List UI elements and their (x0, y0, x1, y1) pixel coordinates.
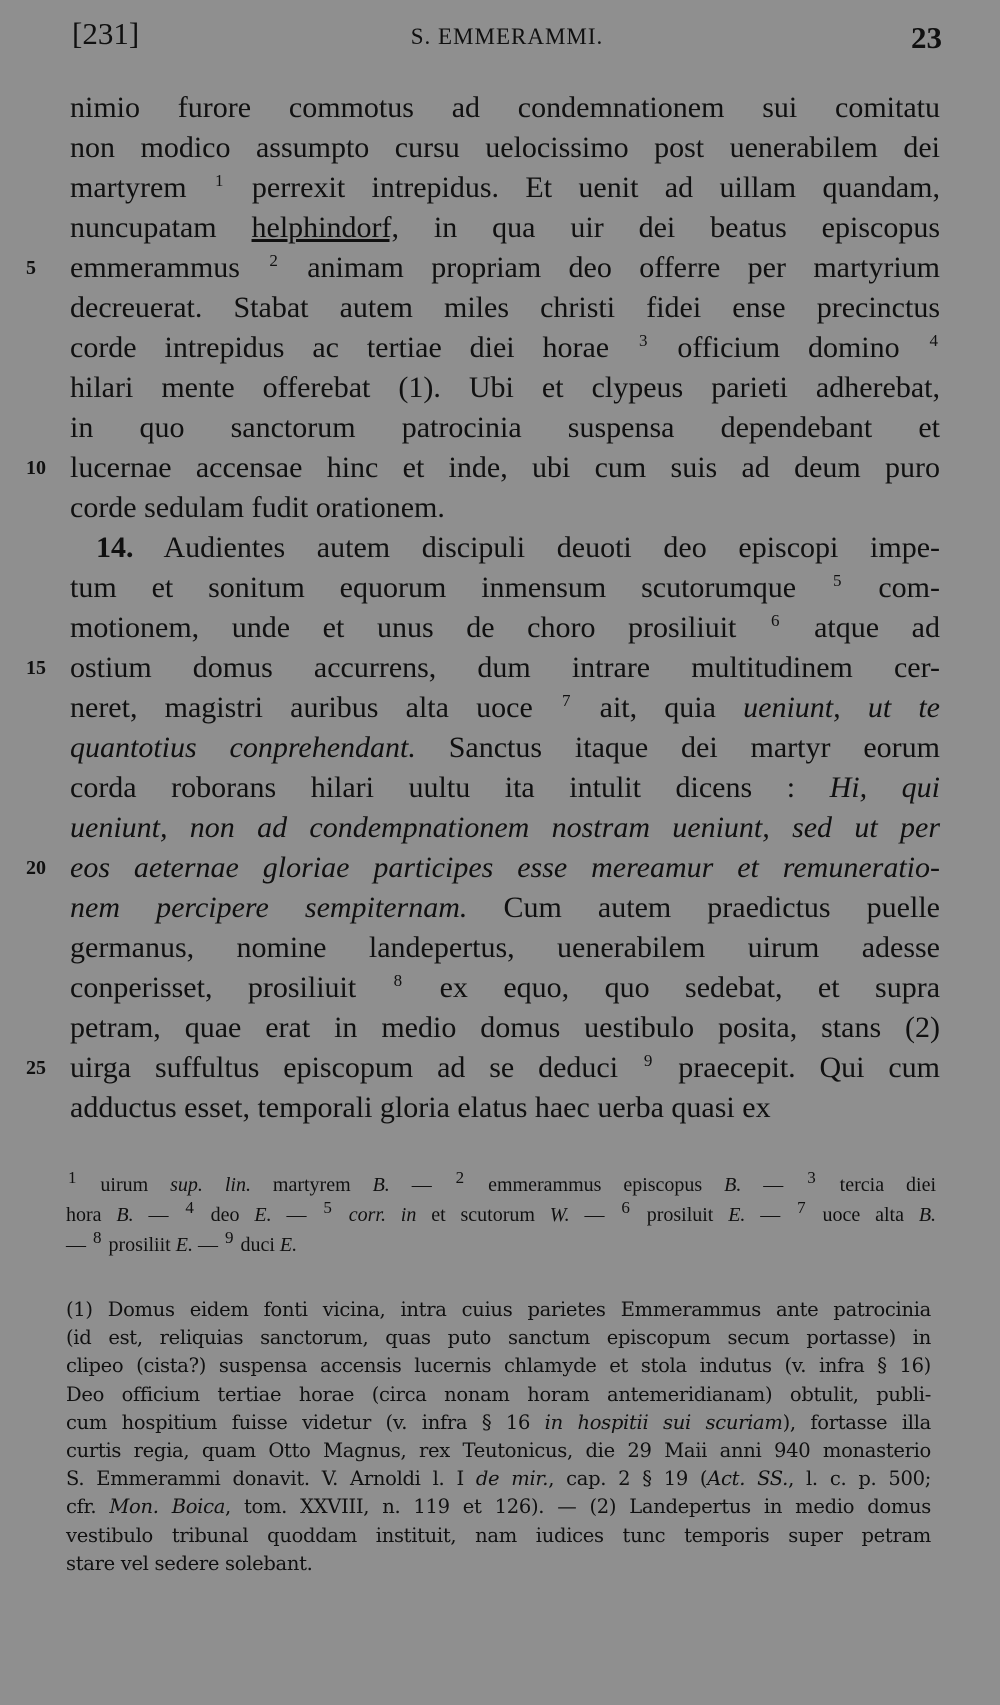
running-header (72, 16, 942, 56)
text-line (26, 448, 940, 488)
text-run: corde sedulam fudit orationem. (70, 491, 445, 524)
note-line (66, 1409, 931, 1437)
text-run: W. (549, 1204, 570, 1226)
footnote-marker: 2 (269, 251, 278, 270)
text-run: nimio furore commotus ad condemnationem sui comitatu (70, 91, 940, 124)
text-run: Hi, qui (829, 771, 940, 804)
explanatory-notes (66, 1296, 931, 1578)
note-line (66, 1352, 931, 1380)
text-line (70, 128, 940, 168)
text-run: non modico assumpto cursu uelocissimo post uenerabilem dei (70, 131, 940, 164)
text-run: tum et sonitum equorum inmensum scutorumque (70, 571, 831, 604)
text-run: ostium domus accurrens, dum intrare multitudinem cer- (70, 651, 940, 684)
text-run: conperisset, prosiliuit (70, 971, 392, 1004)
text-line (70, 808, 940, 848)
text-run: Cum autem praedictus puelle (467, 891, 940, 924)
text-line (70, 888, 940, 928)
text-run: corda roborans hilari uultu ita intulit dicens : (70, 771, 830, 804)
text-run (334, 1204, 349, 1226)
note-line (66, 1437, 931, 1465)
text-run: de mir. (475, 1467, 549, 1491)
text-run: S. Emmerammi donavit. V. Arnoldi l. I (66, 1467, 476, 1491)
text-line (70, 208, 940, 248)
text-line (26, 248, 940, 288)
text-line (26, 848, 940, 888)
text-run: Act. SS. (707, 1467, 789, 1491)
footnote-marker: 3 (638, 331, 648, 350)
text-run: ueniunt, non ad condempnationem nostram ueniunt, sed ut per (70, 811, 940, 844)
footnote-marker: 9 (224, 1228, 234, 1248)
text-run: lucernae accensae hinc et inde, ubi cum suis ad deum puro (70, 451, 940, 484)
line-number: 5 (26, 257, 36, 279)
footnote-marker: 4 (929, 331, 938, 350)
text-run: B. (724, 1174, 742, 1196)
text-run: Sanctus itaque dei martyr eorum (415, 731, 940, 764)
text-line (70, 88, 940, 128)
text-run: motionem, unde et unus de choro prosiliuit (70, 611, 769, 644)
text-run: vestibulo tribunal quoddam instituit, nam iudices tunc temporis super petram (66, 1523, 931, 1547)
text-run: in qua uir dei beatus episcopus (399, 211, 940, 244)
text-run: hilari mente offerebat (1). Ubi et clypeus parieti adherebat, (70, 371, 940, 404)
text-run: — (192, 1234, 223, 1256)
note-line (66, 1381, 931, 1409)
text-run: Deo officium tertiae horae (circa nonam horam antemeridianam) obtulit, publi- (66, 1382, 931, 1406)
header-title: S. EMMERAMMI. (410, 24, 604, 49)
header-page-ref: [231] (72, 16, 140, 51)
text-run: E. (254, 1204, 272, 1226)
footnote-marker: 7 (797, 1198, 806, 1218)
note-line (66, 1465, 931, 1493)
text-run: tercia diei (817, 1174, 937, 1196)
footnote-marker: 9 (643, 1051, 653, 1070)
text-run: emmerammus episcopus (466, 1174, 725, 1196)
text-run: — (133, 1204, 184, 1226)
text-run: uirum (78, 1174, 171, 1196)
text-line (70, 328, 940, 368)
page-number: 23 (911, 20, 942, 55)
text-run: 14. (96, 531, 134, 564)
text-line (70, 408, 940, 448)
text-run: ex equo, quo sedebat, et supra (404, 971, 941, 1004)
text-line (70, 968, 940, 1008)
line-number: 10 (26, 457, 46, 479)
critical-apparatus (66, 1170, 936, 1260)
footnote-marker: 2 (455, 1168, 465, 1188)
text-run: decreuerat. Stabat autem miles christi fidei ense precinctus (70, 291, 940, 324)
text-line (70, 608, 940, 648)
note-line (66, 1296, 931, 1324)
text-line (70, 368, 940, 408)
text-run: — (389, 1174, 454, 1196)
text-run: martyrem (70, 171, 213, 204)
apparatus-line (66, 1170, 936, 1200)
text-line (70, 768, 940, 808)
text-run: neret, magistri auribus alta uoce (70, 691, 560, 724)
text-run: clipeo (cista?) suspensa accensis lucernis chlamyde et stola indutus (v. infra § 16) (66, 1354, 931, 1378)
text-run: in quo sanctorum patrocinia suspensa dependebant et (70, 411, 940, 444)
footnote-marker: 3 (807, 1168, 816, 1188)
text-run: corr. in (348, 1204, 417, 1226)
footnote-marker: 1 (68, 1168, 77, 1188)
text-line (70, 1008, 940, 1048)
text-line (70, 1088, 940, 1128)
line-number: 15 (26, 657, 46, 679)
text-line (70, 688, 940, 728)
note-line (66, 1550, 931, 1578)
footnote-marker: 8 (393, 971, 403, 990)
text-run: B. (116, 1204, 134, 1226)
apparatus-line (66, 1230, 936, 1260)
text-run: atque ad (781, 611, 940, 644)
text-run: hora (66, 1204, 117, 1226)
text-run: deo (195, 1204, 255, 1226)
text-run: — (271, 1204, 322, 1226)
text-run: E. (175, 1234, 193, 1256)
text-run: — (745, 1204, 796, 1226)
text-run: uirga suffultus episcopum ad se deduci (70, 1051, 642, 1084)
line-number: 20 (26, 857, 46, 879)
text-run: petram, quae erat in medio domus uestibulo posita, stans (2) (70, 1011, 940, 1044)
text-run: E. (279, 1234, 298, 1256)
text-line (70, 168, 940, 208)
text-run: cum hospitium fuisse videtur (v. infra § 16 (66, 1410, 545, 1434)
text-run: praecepit. Qui cum (654, 1051, 940, 1084)
text-run: nuncupatam (70, 211, 252, 244)
text-run: (id est, reliquias sanctorum, quas puto sanctum episcopum secum portasse) in (66, 1326, 931, 1350)
footnote-marker: 5 (832, 571, 842, 590)
text-run: ), fortasse illa (782, 1410, 931, 1434)
text-run: E. (728, 1204, 746, 1226)
text-run: ueniunt, ut te (743, 691, 940, 724)
footnote-marker: 1 (215, 171, 224, 190)
text-run: , cap. 2 § 19 ( (548, 1467, 708, 1491)
text-run: nem percipere sempiternam. (70, 891, 468, 924)
text-run: prosiliit (103, 1234, 176, 1256)
footnote-marker: 7 (561, 691, 571, 710)
footnote-marker: 6 (621, 1198, 630, 1218)
text-run: (1) Domus eidem fonti vicina, intra cuius parietes Emmerammus ante patrocinia (66, 1298, 931, 1321)
line-number: 25 (26, 1057, 46, 1079)
text-run: perrexit intrepidus. Et uenit ad uillam quandam, (225, 171, 940, 204)
text-run: eos aeternae gloriae participes esse mereamur et remuneratio- (70, 851, 940, 884)
text-line (70, 568, 940, 608)
text-line (70, 288, 940, 328)
footnote-marker: 6 (771, 611, 780, 630)
text-run: corde intrepidus ac tertiae diei horae (70, 331, 637, 364)
text-run: sup. lin. (170, 1174, 251, 1196)
text-run: helphindorf, (251, 211, 399, 244)
text-run: martyrem (250, 1174, 373, 1196)
text-line (70, 528, 940, 568)
apparatus-line (66, 1200, 936, 1230)
text-run: , l. c. p. 500; (788, 1467, 932, 1491)
footnote-marker: 5 (323, 1198, 332, 1218)
text-run: B. (372, 1174, 390, 1196)
text-run: Mon. Boica (109, 1495, 226, 1519)
text-run: et scutorum (416, 1204, 550, 1226)
text-run: uoce alta (807, 1204, 919, 1226)
main-text (26, 88, 941, 1128)
text-run: adductus esset, temporali gloria elatus haec uerba quasi ex (70, 1091, 771, 1124)
text-run: — (569, 1204, 620, 1226)
text-run: in hospitii sui scuriam (544, 1410, 783, 1434)
text-line (70, 728, 940, 768)
note-line (66, 1522, 931, 1550)
text-line (26, 1048, 940, 1088)
text-run: ait, quia (572, 691, 744, 724)
text-run: germanus, nomine landepertus, uenerabilem uirum adesse (70, 931, 940, 964)
text-run: duci (235, 1234, 280, 1256)
footnote-marker: 4 (185, 1198, 194, 1218)
text-run: — (66, 1234, 91, 1256)
text-run: stare vel sedere solebant. (66, 1551, 313, 1575)
text-line (70, 928, 940, 968)
text-run: prosiluit (631, 1204, 729, 1226)
note-line (66, 1493, 931, 1521)
note-line (66, 1324, 931, 1352)
text-run: cfr. (66, 1495, 110, 1519)
text-run: com- (843, 571, 941, 604)
text-run: quantotius conprehendant. (70, 731, 416, 764)
text-run: — (741, 1174, 806, 1196)
text-run: , tom. XXVIII, n. 119 et 126). — (2) Landepertus in medio domus (225, 1495, 931, 1519)
footnote-marker: 8 (93, 1228, 102, 1248)
text-line (26, 648, 940, 688)
text-line (70, 488, 940, 528)
text-run: B. (918, 1204, 937, 1226)
text-run: officium domino (649, 331, 928, 364)
text-run: animam propriam deo offerre per martyrium (279, 251, 940, 284)
text-run: Audientes autem discipuli deuoti deo episcopi impe- (133, 531, 940, 564)
text-run: curtis regia, quam Otto Magnus, rex Teutonicus, die 29 Maii anni 940 monasterio (66, 1438, 931, 1462)
text-run: emmerammus (70, 251, 268, 284)
